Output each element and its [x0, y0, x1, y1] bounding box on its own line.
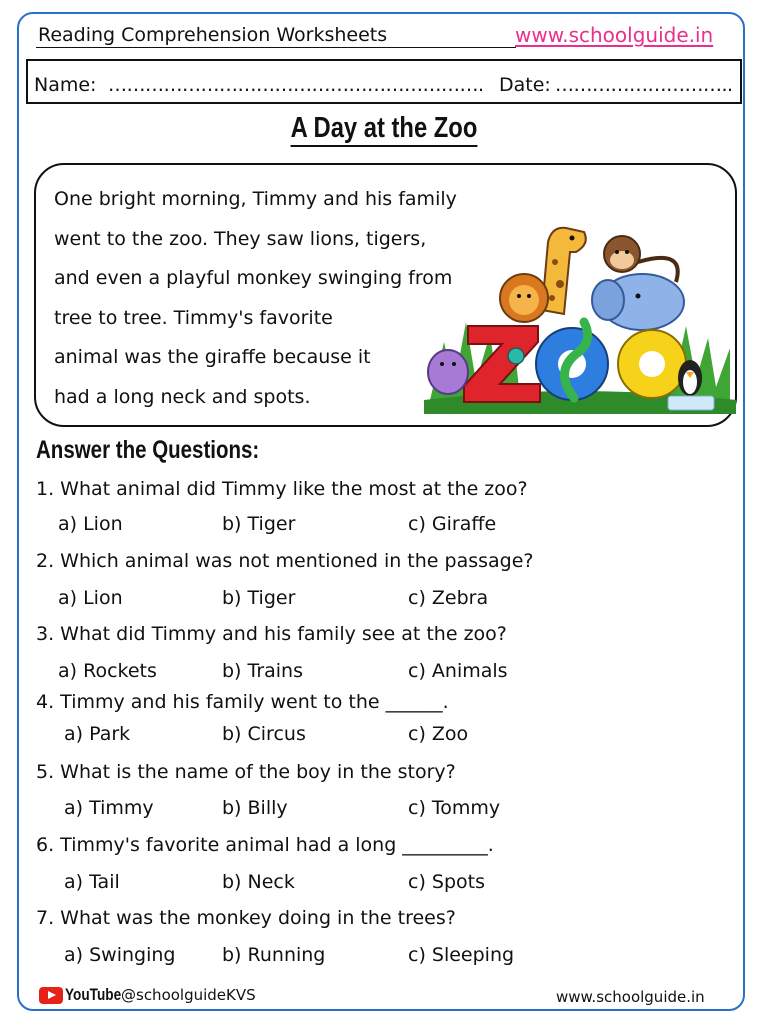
answer-option[interactable]: a) Rockets [58, 660, 157, 682]
passage-line: One bright morning, Timmy and his family [54, 188, 457, 210]
answer-option[interactable]: c) Animals [408, 660, 508, 682]
answer-option[interactable]: a) Swinging [64, 944, 176, 966]
worksheet-title [69, 112, 699, 145]
question-4: 4. Timmy and his family went to the ______. [36, 691, 449, 713]
answer-option[interactable]: b) Neck [222, 871, 295, 893]
youtube-logo-icon[interactable] [39, 987, 63, 1004]
answer-option[interactable]: c) Spots [408, 871, 485, 893]
date-label: Date: [499, 74, 551, 96]
answer-option[interactable]: b) Tiger [222, 587, 296, 609]
answer-option[interactable]: b) Circus [222, 723, 306, 745]
questions-heading: Answer the Questions: [36, 436, 260, 464]
question-2: 2. Which animal was not mentioned in the passage? [36, 550, 534, 572]
footer-site-link[interactable]: www.schoolguide.in [556, 988, 705, 1006]
passage-line: and even a playful monkey swinging from [54, 267, 453, 289]
answer-option[interactable]: c) Tommy [408, 797, 501, 819]
youtube-wordmark: YouTube [65, 985, 122, 1004]
date-field[interactable]: ……………………….. [555, 74, 733, 96]
name-field[interactable]: ……………………………………………………. [108, 74, 484, 96]
page-border [17, 12, 745, 1011]
answer-option[interactable]: a) Timmy [64, 797, 154, 819]
passage-line: tree to tree. Timmy's favorite [54, 306, 333, 329]
zoo-animals-illustration [424, 222, 736, 418]
answer-option[interactable]: b) Trains [222, 660, 304, 682]
question-1: 1. What animal did Timmy like the most at the zoo? [36, 478, 528, 500]
answer-option[interactable]: c) Giraffe [408, 513, 497, 535]
passage-line: went to the zoo. They saw lions, tigers, [54, 227, 427, 250]
header-title: Reading Comprehension Worksheets [38, 24, 388, 46]
worksheet-title-text: A Day at the Zoo [291, 112, 478, 147]
header-site-link[interactable]: www.schoolguide.in [515, 23, 714, 47]
passage-line: animal was the giraffe because it [54, 346, 371, 368]
name-label: Name: [34, 74, 97, 96]
answer-option[interactable]: a) Tail [64, 871, 120, 893]
answer-option[interactable]: a) Lion [58, 513, 123, 535]
question-7: 7. What was the monkey doing in the trees? [36, 907, 456, 929]
passage-line: had a long neck and spots. [54, 385, 311, 408]
youtube-handle[interactable]: @schoolguideKVS [121, 986, 256, 1004]
answer-option[interactable]: a) Lion [58, 587, 123, 609]
answer-option[interactable]: a) Park [64, 723, 131, 745]
answer-option[interactable]: b) Running [222, 944, 326, 966]
question-5: 5. What is the name of the boy in the story? [36, 761, 456, 783]
answer-option[interactable]: b) Billy [222, 797, 288, 819]
answer-option[interactable]: c) Zoo [408, 723, 469, 745]
question-6: 6. Timmy's favorite animal had a long _________. [36, 834, 494, 856]
header-rule [36, 47, 516, 48]
answer-option[interactable]: c) Zebra [408, 587, 489, 609]
answer-option[interactable]: c) Sleeping [408, 944, 515, 966]
question-3: 3. What did Timmy and his family see at the zoo? [36, 623, 507, 645]
answer-option[interactable]: b) Tiger [222, 513, 296, 535]
